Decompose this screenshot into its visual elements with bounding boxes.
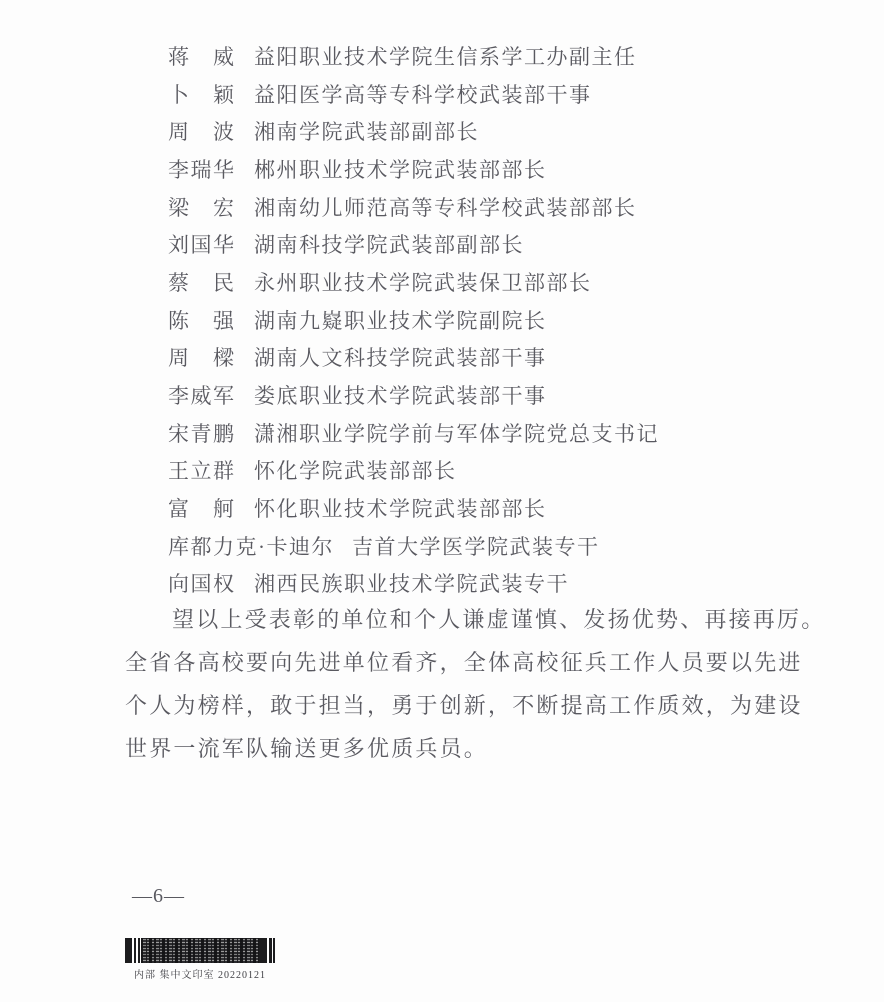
person-affiliation: 怀化职业技术学院武装部部长 (254, 497, 547, 522)
person-affiliation: 永州职业技术学院武装保卫部部长 (254, 270, 592, 295)
roster-row (168, 150, 828, 188)
person-name: 李瑞华 (168, 157, 236, 182)
person-name: 富 舸 (168, 497, 236, 522)
awardee-roster (168, 37, 828, 602)
roster-row (168, 489, 828, 527)
person-name: 宋青鹏 (168, 421, 236, 446)
person-affiliation: 娄底职业技术学院武装部干事 (254, 384, 547, 409)
roster-row (168, 414, 828, 452)
roster-row (168, 339, 828, 377)
person-name: 王立群 (168, 459, 236, 484)
barcode-noise-area (141, 938, 259, 963)
person-name: 库都力克·卡迪尔 (168, 534, 334, 559)
roster-row (168, 301, 828, 339)
person-affiliation: 益阳职业技术学院生信系学工办副主任 (254, 44, 637, 69)
person-name: 卜 颖 (168, 82, 236, 107)
roster-row (168, 452, 828, 490)
roster-row (168, 188, 828, 226)
closing-line: 望以上受表彰的单位和个人谦虚谨慎、发扬优势、再接再厉。 (172, 607, 826, 632)
person-name: 梁 宏 (168, 195, 236, 220)
closing-line: 全省各高校要向先进单位看齐，全体高校征兵工作人员要以先进 (125, 650, 803, 675)
person-affiliation: 湘西民族职业技术学院武装专干 (254, 572, 569, 597)
roster-row (168, 112, 828, 150)
person-affiliation: 湖南九嶷职业技术学院副院长 (254, 308, 547, 333)
roster-row (168, 75, 828, 113)
person-affiliation: 湖南人文科技学院武装部干事 (254, 346, 547, 371)
person-affiliation: 益阳医学高等专科学校武装部干事 (254, 82, 592, 107)
page-number: —6— (132, 885, 185, 907)
print-stamp-block (125, 938, 275, 981)
print-stamp-caption: 内部 集中文印室 20220121 (134, 970, 266, 981)
closing-line: 世界一流军队输送更多优质兵员。 (125, 736, 489, 761)
person-affiliation: 湖南科技学院武装部副部长 (254, 233, 524, 258)
person-name: 周 樑 (168, 346, 236, 371)
person-name: 周 波 (168, 120, 236, 145)
person-name: 向国权 (168, 572, 236, 597)
person-name: 蒋 威 (168, 44, 236, 69)
closing-line: 个人为榜样，敢于担当，勇于创新，不断提高工作质效，为建设 (125, 693, 803, 718)
person-affiliation: 潇湘职业学院学前与军体学院党总支书记 (254, 421, 659, 446)
roster-row (168, 376, 828, 414)
person-affiliation: 怀化学院武装部部长 (254, 459, 457, 484)
person-affiliation: 郴州职业技术学院武装部部长 (254, 157, 547, 182)
person-name: 刘国华 (168, 233, 236, 258)
roster-row (168, 37, 828, 75)
person-affiliation: 湘南学院武装部副部长 (254, 120, 479, 145)
person-name: 蔡 民 (168, 270, 236, 295)
roster-row (168, 527, 828, 565)
roster-row (168, 225, 828, 263)
closing-paragraph (125, 598, 825, 770)
person-name: 陈 强 (168, 308, 236, 333)
roster-row (168, 263, 828, 301)
barcode-2d-icon (125, 938, 275, 963)
person-affiliation: 湘南幼儿师范高等专科学校武装部部长 (254, 195, 637, 220)
person-affiliation: 吉首大学医学院武装专干 (352, 534, 600, 559)
roster-row (168, 565, 828, 603)
person-name: 李威军 (168, 384, 236, 409)
